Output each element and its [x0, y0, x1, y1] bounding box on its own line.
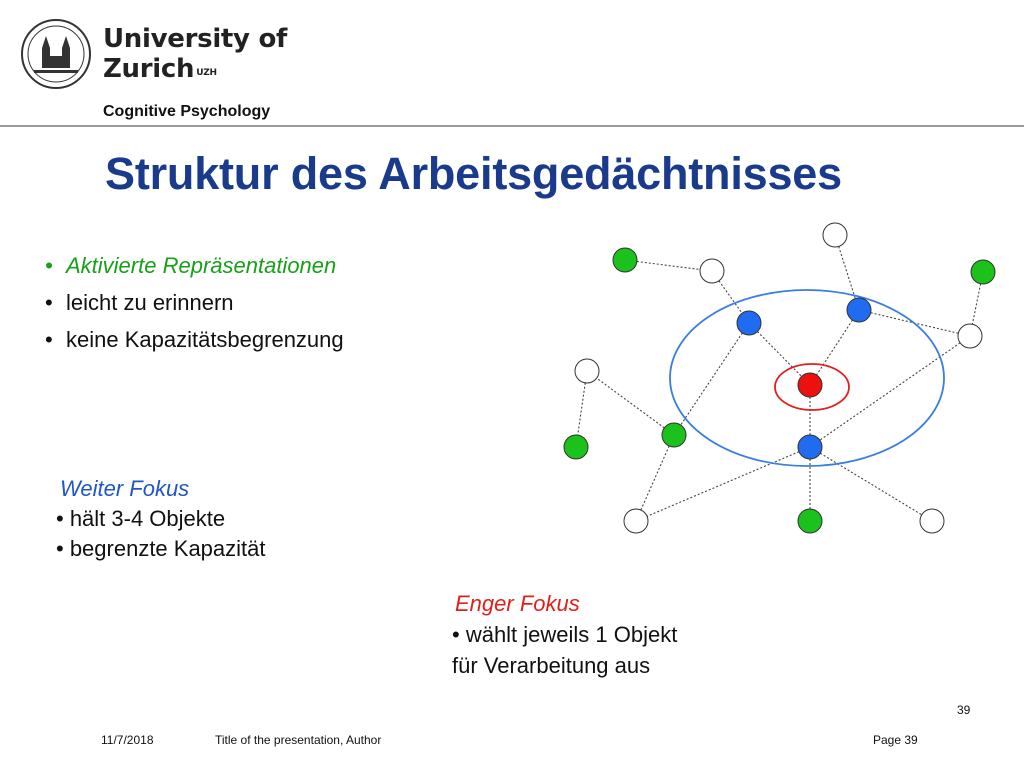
- footer-presentation-title: Title of the presentation, Author: [215, 733, 382, 747]
- network-edge: [810, 447, 932, 521]
- footer-date: 11/7/2018: [101, 733, 154, 747]
- university-name-line2: Zurich: [103, 54, 195, 84]
- narrow-focus-node: [798, 373, 822, 397]
- activated-node: [564, 435, 588, 459]
- network-edge: [636, 435, 674, 521]
- inactive-node: [958, 324, 982, 348]
- network-edge: [587, 371, 674, 435]
- narrow-focus-line: für Verarbeitung aus: [452, 653, 651, 678]
- inactive-node: [700, 259, 724, 283]
- university-abbrev: UZH: [196, 68, 217, 78]
- broad-focus-heading: Weiter Fokus: [60, 476, 190, 501]
- broad-focus-node: [737, 311, 761, 335]
- bullet-text: keine Kapazitätsbegrenzung: [66, 327, 344, 352]
- narrow-focus-heading: Enger Fokus: [455, 591, 580, 616]
- broad-focus-item: • begrenzte Kapazität: [56, 536, 266, 561]
- bullet-text: leicht zu erinnern: [66, 290, 234, 315]
- inactive-node: [823, 223, 847, 247]
- bullet-item: • Aktivierte Repräsentationen: [45, 247, 344, 284]
- activated-node: [798, 509, 822, 533]
- footer-page: Page 39: [873, 733, 918, 747]
- inactive-node: [624, 509, 648, 533]
- bullet-item: • keine Kapazitätsbegrenzung: [45, 321, 344, 358]
- department-name: Cognitive Psychology: [103, 103, 271, 120]
- network-edge: [625, 260, 712, 271]
- bullet-item: • leicht zu erinnern: [45, 284, 344, 321]
- broad-focus-item: • hält 3-4 Objekte: [56, 506, 226, 531]
- network-edge: [810, 310, 859, 385]
- inactive-node: [920, 509, 944, 533]
- inactive-node: [575, 359, 599, 383]
- university-name-line1: University of: [103, 24, 288, 54]
- bullet-text: Aktivierte Repräsentationen: [66, 253, 337, 278]
- network-edge: [810, 336, 970, 447]
- slide-number: 39: [957, 703, 971, 717]
- broad-focus-node: [798, 435, 822, 459]
- activated-node: [971, 260, 995, 284]
- slide-title: Struktur des Arbeitsgedächtnisses: [105, 148, 842, 199]
- activated-node: [662, 423, 686, 447]
- activated-node: [613, 248, 637, 272]
- narrow-focus-line: • wählt jeweils 1 Objekt: [452, 622, 678, 647]
- network-edge: [636, 447, 810, 521]
- broad-focus-node: [847, 298, 871, 322]
